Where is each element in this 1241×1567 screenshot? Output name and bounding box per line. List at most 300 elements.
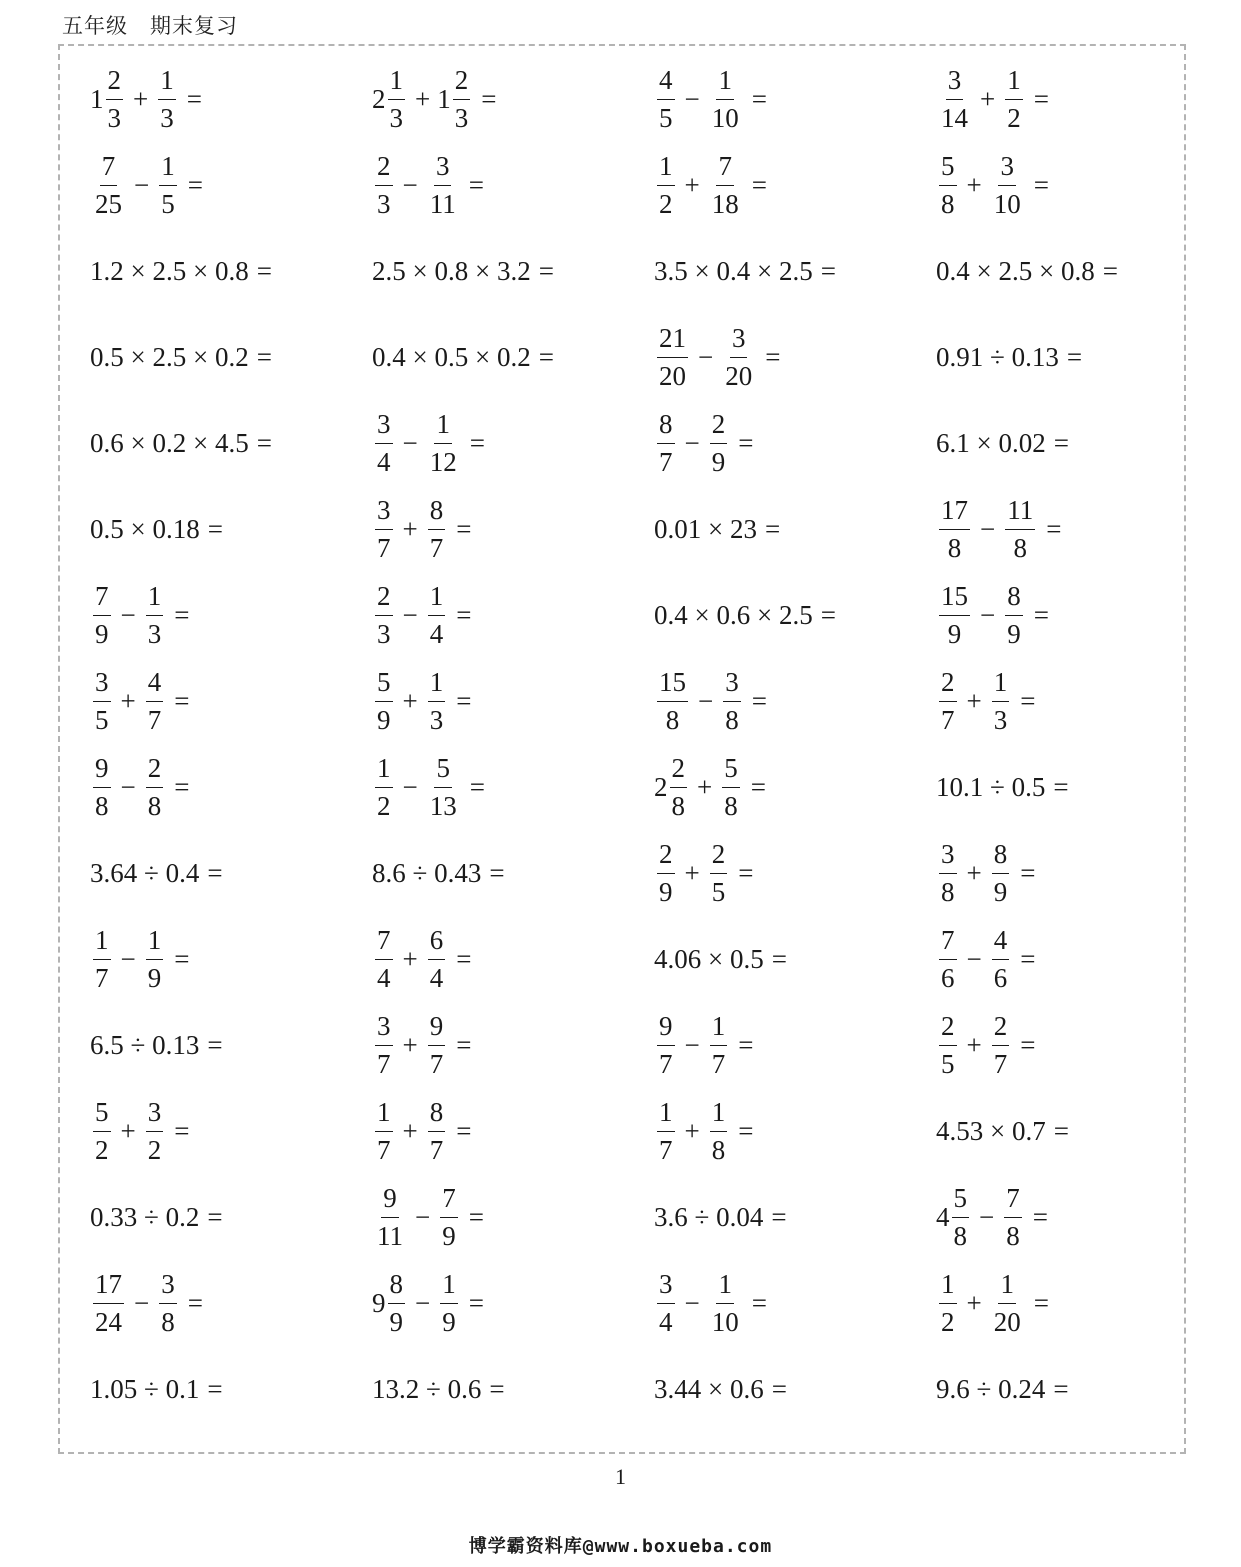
equals-sign: =	[186, 83, 202, 114]
operator: −	[979, 1201, 995, 1232]
problem-grid	[90, 56, 1218, 1432]
operator: +	[402, 1029, 418, 1060]
fraction	[723, 322, 754, 391]
problem-item	[654, 658, 936, 744]
equals-sign: =	[1033, 169, 1049, 200]
denominator: 5	[161, 188, 175, 219]
denominator: 9	[389, 1306, 403, 1337]
expression	[654, 256, 836, 287]
numerator: 3	[946, 67, 964, 100]
equals-sign: =	[751, 1287, 767, 1318]
expression	[90, 666, 190, 735]
numerator: 1	[716, 67, 734, 100]
fraction	[106, 64, 124, 133]
numerator: 1	[158, 67, 176, 100]
fraction	[375, 1096, 393, 1165]
expression	[936, 1010, 1036, 1079]
equals-sign: =	[738, 1029, 754, 1060]
problem-item	[654, 1260, 936, 1346]
decimal-expression: 0.6 × 0.2 × 4.5	[90, 427, 249, 458]
equals-sign: =	[820, 599, 836, 630]
expression	[936, 1374, 1069, 1405]
expression	[936, 666, 1036, 735]
grade-label: 五年级	[62, 14, 128, 38]
fraction	[710, 150, 741, 219]
denominator: 7	[659, 1048, 673, 1079]
problem-item	[654, 400, 936, 486]
numerator: 2	[106, 67, 124, 100]
problem-item	[90, 400, 372, 486]
equals-sign: =	[538, 255, 554, 286]
numerator: 7	[375, 927, 393, 960]
equals-sign: =	[1053, 771, 1069, 802]
fraction	[375, 1182, 405, 1251]
numerator: 1	[146, 927, 164, 960]
expression	[372, 1182, 484, 1251]
numerator: 3	[375, 497, 393, 530]
numerator: 15	[939, 583, 970, 616]
numerator: 3	[93, 669, 111, 702]
equals-sign: =	[456, 1029, 472, 1060]
equals-sign: =	[456, 685, 472, 716]
decimal-expression: 6.1 × 0.02	[936, 427, 1046, 458]
problem-item	[654, 916, 936, 1002]
expression	[654, 1010, 754, 1079]
denominator: 3	[377, 618, 391, 649]
numerator: 4	[146, 669, 164, 702]
expression	[654, 752, 766, 821]
denominator: 2	[1007, 102, 1021, 133]
expression	[936, 342, 1082, 373]
operator: +	[684, 169, 700, 200]
problem-item	[372, 1346, 654, 1432]
expression	[372, 1010, 472, 1079]
operator: +	[980, 83, 996, 114]
fraction	[657, 150, 675, 219]
fraction	[146, 924, 164, 993]
page-header	[62, 10, 238, 40]
expression	[372, 150, 484, 219]
denominator: 2	[659, 188, 673, 219]
equals-sign: =	[771, 1373, 787, 1404]
problem-item	[90, 228, 372, 314]
problem-item	[654, 744, 936, 830]
expression	[936, 772, 1069, 803]
operator: +	[966, 1029, 982, 1060]
expression	[936, 580, 1049, 649]
fraction	[440, 1182, 458, 1251]
fraction	[657, 322, 688, 391]
fraction	[992, 924, 1010, 993]
decimal-expression: 9.6 ÷ 0.24	[936, 1373, 1046, 1404]
expression	[372, 408, 485, 477]
problem-item	[90, 916, 372, 1002]
equals-sign: =	[1053, 1373, 1069, 1404]
equals-sign: =	[489, 1373, 505, 1404]
numerator: 1	[375, 755, 393, 788]
denominator: 12	[429, 446, 457, 477]
operator: −	[684, 83, 700, 114]
expression	[372, 342, 554, 373]
numerator: 2	[670, 755, 688, 788]
numerator: 2	[710, 411, 728, 444]
denominator: 13	[429, 790, 457, 821]
denominator: 10	[711, 102, 739, 133]
fraction	[992, 1268, 1023, 1337]
fraction	[428, 494, 446, 563]
denominator: 8	[95, 790, 109, 821]
expression	[90, 858, 223, 889]
equals-sign: =	[174, 771, 190, 802]
operator: +	[697, 771, 713, 802]
decimal-expression: 0.5 × 0.18	[90, 513, 200, 544]
problem-item	[90, 1260, 372, 1346]
fraction	[440, 1268, 458, 1337]
decimal-expression: 3.5 × 0.4 × 2.5	[654, 255, 813, 286]
equals-sign: =	[1033, 599, 1049, 630]
decimal-expression: 3.6 ÷ 0.04	[654, 1201, 764, 1232]
numerator: 1	[440, 1271, 458, 1304]
equals-sign: =	[489, 857, 505, 888]
problem-item	[90, 830, 372, 916]
decimal-expression: 0.4 × 0.6 × 2.5	[654, 599, 813, 630]
denominator: 7	[993, 1048, 1008, 1079]
page-number: 1	[615, 1464, 626, 1489]
expression	[372, 580, 472, 649]
equals-sign: =	[1033, 83, 1049, 114]
problem-item	[90, 744, 372, 830]
problem-item	[936, 1002, 1218, 1088]
equals-sign: =	[174, 599, 190, 630]
problem-item	[654, 572, 936, 658]
fraction	[723, 666, 741, 735]
numerator: 17	[93, 1271, 124, 1304]
equals-sign: =	[765, 341, 781, 372]
equals-sign: =	[751, 169, 767, 200]
fraction	[375, 1010, 393, 1079]
fraction	[722, 752, 740, 821]
fraction	[657, 1010, 675, 1079]
problem-item	[372, 486, 654, 572]
numerator: 4	[657, 67, 675, 100]
problem-item	[372, 1260, 654, 1346]
fraction	[375, 580, 393, 649]
operator: +	[402, 513, 418, 544]
equals-sign: =	[456, 1115, 472, 1146]
operator: +	[966, 1287, 982, 1318]
expression	[372, 1096, 472, 1165]
fraction	[428, 1096, 446, 1165]
numerator: 1	[1005, 67, 1023, 100]
fraction	[453, 64, 471, 133]
problem-item	[654, 228, 936, 314]
numerator: 11	[1005, 497, 1035, 530]
operator: −	[980, 513, 996, 544]
equals-sign: =	[738, 1115, 754, 1146]
operator: −	[698, 341, 714, 372]
expression	[90, 1030, 223, 1061]
expression	[372, 752, 485, 821]
problem-item	[654, 830, 936, 916]
denominator: 8	[665, 704, 680, 735]
expression	[90, 256, 272, 287]
operator: +	[402, 943, 418, 974]
equals-sign: =	[456, 513, 472, 544]
denominator: 5	[941, 1048, 955, 1079]
fraction	[939, 924, 957, 993]
numerator: 7	[100, 153, 118, 186]
fraction	[992, 838, 1010, 907]
expression	[654, 150, 767, 219]
denominator: 4	[659, 1306, 673, 1337]
numerator: 9	[428, 1013, 446, 1046]
problem-item	[90, 1174, 372, 1260]
problem-item	[654, 1088, 936, 1174]
decimal-expression: 3.44 × 0.6	[654, 1373, 764, 1404]
fraction	[375, 752, 393, 821]
numerator: 2	[453, 67, 471, 100]
problem-item	[936, 56, 1218, 142]
problem-item	[372, 314, 654, 400]
numerator: 3	[730, 325, 748, 358]
denominator: 7	[429, 1134, 444, 1165]
denominator: 9	[659, 876, 673, 907]
expression	[936, 1182, 1048, 1251]
operator: −	[402, 599, 418, 630]
fraction	[992, 1010, 1010, 1079]
equals-sign: =	[1020, 685, 1036, 716]
equals-sign: =	[256, 427, 272, 458]
fraction	[146, 666, 164, 735]
equals-sign: =	[174, 943, 190, 974]
fraction	[428, 666, 446, 735]
fraction	[939, 1010, 957, 1079]
denominator: 11	[429, 188, 456, 219]
operator: −	[120, 599, 136, 630]
problem-item	[936, 1260, 1218, 1346]
equals-sign: =	[738, 427, 754, 458]
fraction	[670, 752, 688, 821]
fraction	[710, 838, 728, 907]
fraction	[939, 64, 970, 133]
numerator: 15	[657, 669, 688, 702]
expression	[936, 494, 1062, 563]
numerator: 1	[657, 1099, 675, 1132]
problem-item	[90, 142, 372, 228]
expression	[90, 1268, 203, 1337]
fraction	[146, 752, 164, 821]
expression	[372, 494, 472, 563]
operator: +	[120, 1115, 136, 1146]
denominator: 18	[711, 188, 739, 219]
problem-item	[936, 400, 1218, 486]
denominator: 7	[95, 962, 109, 993]
expression	[654, 1202, 787, 1233]
decimal-expression: 0.4 × 2.5 × 0.8	[936, 255, 1095, 286]
numerator: 2	[375, 153, 393, 186]
denominator: 7	[377, 532, 391, 563]
numerator: 7	[440, 1185, 458, 1218]
decimal-expression: 1.2 × 2.5 × 0.8	[90, 255, 249, 286]
decimal-expression: 10.1 ÷ 0.5	[936, 771, 1046, 802]
problem-item	[372, 400, 654, 486]
denominator: 7	[377, 1048, 391, 1079]
expression	[654, 322, 781, 391]
numerator: 1	[710, 1013, 728, 1046]
denominator: 8	[1013, 532, 1027, 563]
numerator: 7	[716, 153, 734, 186]
decimal-expression: 4.06 × 0.5	[654, 943, 764, 974]
numerator: 2	[375, 583, 393, 616]
footer-source: 博学霸资料库@www.boxueba.com	[468, 1536, 773, 1557]
decimal-expression: 8.6 ÷ 0.43	[372, 857, 482, 888]
denominator: 9	[377, 704, 391, 735]
fraction	[93, 580, 111, 649]
operator: −	[966, 943, 982, 974]
operator: −	[698, 685, 714, 716]
denominator: 11	[377, 1220, 403, 1251]
operator: +	[966, 857, 982, 888]
numerator: 5	[375, 669, 393, 702]
numerator: 1	[657, 153, 675, 186]
decimal-expression: 0.4 × 0.5 × 0.2	[372, 341, 531, 372]
denominator: 4	[429, 618, 444, 649]
fraction	[159, 1268, 177, 1337]
numerator: 7	[939, 927, 957, 960]
problem-item	[936, 314, 1218, 400]
fraction	[657, 1096, 675, 1165]
denominator: 3	[454, 102, 469, 133]
whole-number: 1	[437, 83, 451, 114]
denominator: 5	[711, 876, 726, 907]
denominator: 9	[147, 962, 162, 993]
problem-item	[654, 142, 936, 228]
fraction	[428, 752, 459, 821]
problem-item	[936, 744, 1218, 830]
fraction	[428, 924, 446, 993]
denominator: 7	[147, 704, 162, 735]
problem-item	[372, 572, 654, 658]
expression	[654, 1374, 787, 1405]
problem-item	[936, 916, 1218, 1002]
denominator: 8	[1006, 1220, 1020, 1251]
equals-sign: =	[1102, 255, 1118, 286]
equals-sign: =	[187, 169, 203, 200]
denominator: 20	[659, 360, 686, 391]
denominator: 9	[95, 618, 109, 649]
whole-number: 1	[90, 83, 104, 114]
numerator: 9	[657, 1013, 675, 1046]
equals-sign: =	[481, 83, 497, 114]
denominator: 10	[993, 188, 1021, 219]
operator: −	[402, 427, 418, 458]
expression	[372, 1374, 505, 1405]
fraction	[939, 666, 957, 735]
operator: −	[415, 1287, 431, 1318]
equals-sign: =	[207, 513, 223, 544]
numerator: 1	[146, 583, 164, 616]
equals-sign: =	[207, 857, 223, 888]
denominator: 3	[993, 704, 1008, 735]
expression	[372, 64, 497, 133]
fraction	[428, 150, 458, 219]
expression	[654, 408, 754, 477]
fraction	[939, 494, 970, 563]
numerator: 2	[939, 669, 957, 702]
decimal-expression: 0.91 ÷ 0.13	[936, 341, 1059, 372]
problem-item	[936, 572, 1218, 658]
numerator: 3	[375, 411, 393, 444]
denominator: 2	[377, 790, 391, 821]
fraction	[93, 1268, 124, 1337]
denominator: 4	[377, 446, 391, 477]
numerator: 1	[375, 1099, 393, 1132]
operator: −	[134, 169, 150, 200]
numerator: 1	[710, 1099, 728, 1132]
numerator: 3	[723, 669, 741, 702]
numerator: 5	[93, 1099, 111, 1132]
numerator: 1	[428, 583, 446, 616]
denominator: 5	[95, 704, 109, 735]
equals-sign: =	[174, 685, 190, 716]
numerator: 7	[93, 583, 111, 616]
fraction	[428, 1010, 446, 1079]
numerator: 2	[657, 841, 675, 874]
subject-label: 期末复习	[150, 14, 238, 38]
equals-sign: =	[469, 771, 485, 802]
numerator: 1	[93, 927, 111, 960]
problem-item	[90, 1088, 372, 1174]
denominator: 7	[941, 704, 955, 735]
equals-sign: =	[751, 685, 767, 716]
expression	[372, 924, 472, 993]
denominator: 7	[659, 1134, 673, 1165]
denominator: 8	[947, 532, 962, 563]
problem-item	[90, 1002, 372, 1088]
numerator: 9	[93, 755, 111, 788]
denominator: 2	[941, 1306, 955, 1337]
fraction	[158, 64, 176, 133]
denominator: 5	[659, 102, 673, 133]
operator: −	[980, 599, 996, 630]
denominator: 3	[160, 102, 174, 133]
fraction	[657, 408, 675, 477]
problem-item	[90, 572, 372, 658]
denominator: 7	[377, 1134, 391, 1165]
problem-item	[936, 1174, 1218, 1260]
expression	[372, 858, 505, 889]
operator: −	[120, 943, 136, 974]
whole-number: 2	[372, 83, 386, 114]
fraction	[1005, 64, 1023, 133]
expression	[936, 1116, 1069, 1147]
equals-sign: =	[750, 771, 766, 802]
fraction	[375, 150, 393, 219]
numerator: 9	[381, 1185, 399, 1218]
problem-item	[654, 1174, 936, 1260]
problem-item	[936, 1088, 1218, 1174]
expression	[936, 64, 1049, 133]
numerator: 1	[939, 1271, 957, 1304]
numerator: 8	[657, 411, 675, 444]
fraction	[710, 1268, 741, 1337]
expression	[936, 1268, 1049, 1337]
operator: +	[133, 83, 149, 114]
numerator: 8	[1005, 583, 1023, 616]
numerator: 3	[657, 1271, 675, 1304]
equals-sign: =	[538, 341, 554, 372]
denominator: 3	[429, 704, 444, 735]
